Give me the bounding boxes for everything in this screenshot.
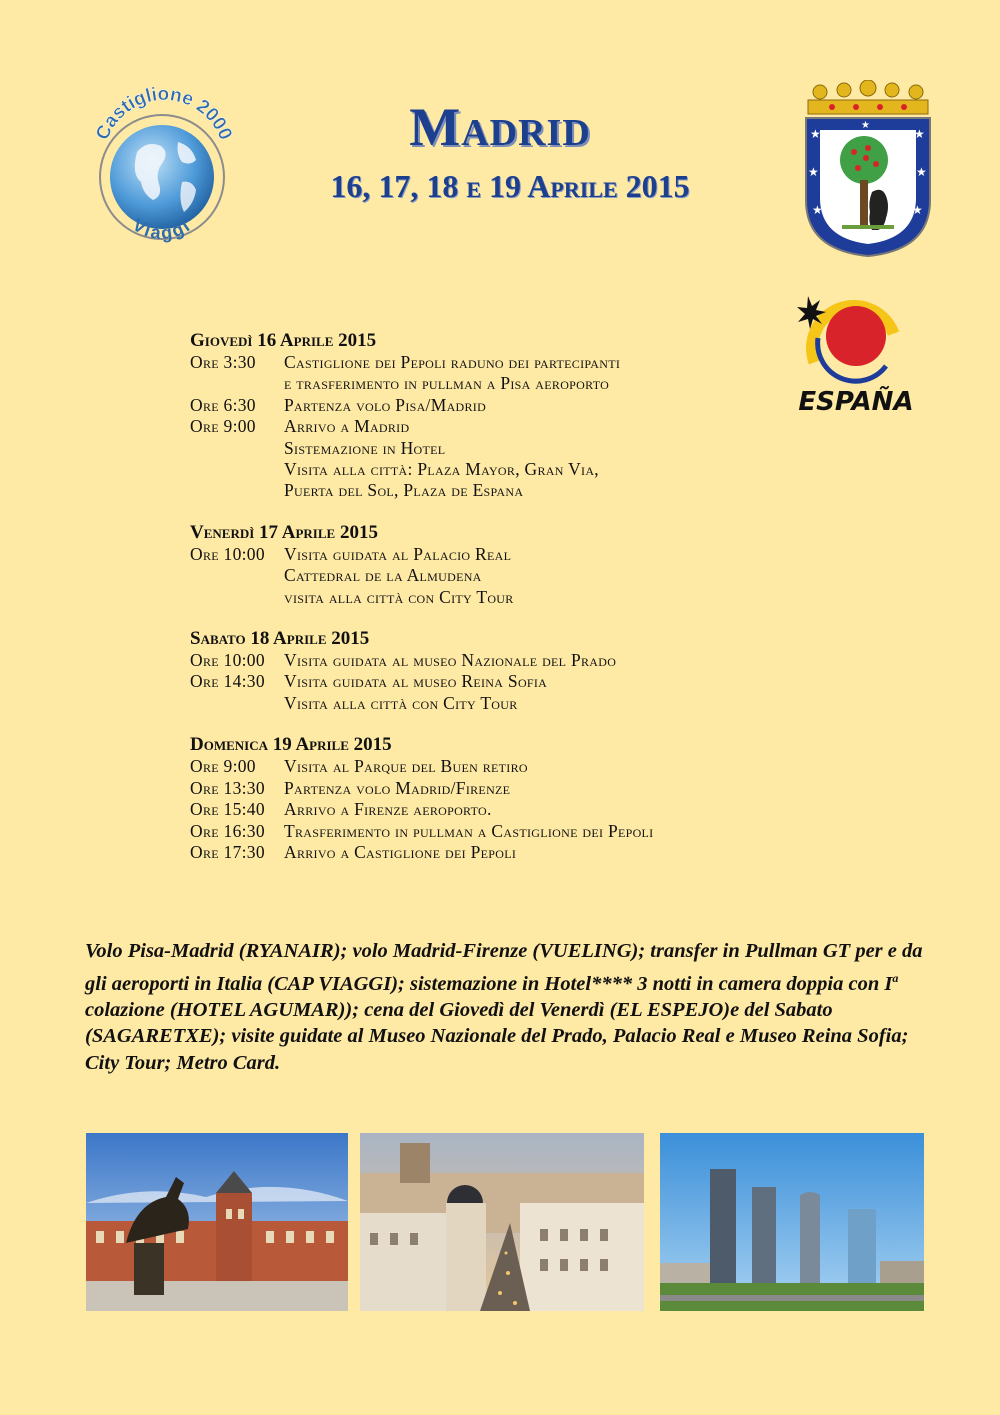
row-time: Ore 10:00: [190, 650, 265, 671]
row-activity: Castiglione dei Pepoli raduno dei partecipanti: [284, 352, 621, 372]
row-activity: Visita guidata al museo Nazionale del Prado: [284, 650, 617, 671]
row-activity: Visita guidata al Palacio Real: [284, 543, 512, 564]
row-activity: Visita al Parque del Buen retiro: [284, 756, 528, 777]
row-time: Ore 9:00: [190, 416, 256, 437]
row-activity: Arrivo a Castiglione dei Pepoli: [284, 841, 517, 862]
row-time: Ore 13:30: [190, 777, 265, 798]
photo-gran-via: [360, 1133, 644, 1311]
photo-cuatro-torres: [660, 1133, 924, 1311]
itinerary-day: [190, 522, 790, 608]
photo-plaza-mayor: [86, 1133, 348, 1311]
espana-logo-text: ESPAÑA: [798, 387, 914, 417]
row-time: Ore 9:00: [190, 756, 256, 777]
itinerary-row: [190, 671, 790, 692]
row-activity: Trasferimento in pullman a Castiglione dei Pepoli: [284, 820, 654, 841]
row-time: [190, 693, 284, 714]
row-time: [190, 438, 284, 459]
itinerary-row: [190, 480, 790, 501]
itinerary-row: [190, 352, 790, 373]
itinerary-row: [190, 821, 790, 842]
page-subtitle: 16, 17, 18 e 19 Aprile 2015: [330, 168, 690, 204]
espana-tourism-logo: [790, 288, 920, 418]
itinerary: [190, 330, 790, 883]
itinerary-row: [190, 587, 790, 608]
itinerary-row: [190, 459, 790, 480]
page-title: Madrid: [409, 97, 591, 157]
itinerary-day: [190, 734, 790, 863]
itinerary-row: [190, 416, 790, 437]
itinerary-row: [190, 438, 790, 459]
row-activity: Partenza volo Madrid/Firenze: [284, 777, 511, 798]
itinerary-row: [190, 373, 790, 394]
itinerary-row: [190, 842, 790, 863]
itinerary-day: [190, 628, 790, 714]
notes-part1: Volo Pisa-Madrid (RYANAIR); volo Madrid-Firenze (VUELING); transfer in Pullman GT per e da gli aeroporti in Italia (CAP VIAGGI); sistemazione in Hotel**** 3 notti in camera doppia con I: [85, 940, 923, 995]
svg-text:★: ★: [912, 203, 923, 217]
row-activity: e trasferimento in pullman a Pisa aeroporto: [284, 373, 610, 394]
svg-text:★: ★: [810, 127, 821, 141]
row-time: [190, 373, 284, 394]
row-activity: Cattedral de la Almudena: [284, 565, 482, 586]
row-time: Ore 17:30: [190, 841, 265, 862]
day-title: Domenica 19 Aprile 2015: [190, 734, 392, 756]
svg-text:★: ★: [914, 127, 925, 141]
itinerary-row: [190, 395, 790, 416]
svg-text:★: ★: [916, 165, 927, 179]
itinerary-day: [190, 330, 790, 502]
row-time: Ore 3:30: [190, 352, 256, 372]
svg-text:★: ★: [861, 120, 870, 131]
itinerary-row: [190, 544, 790, 565]
itinerary-row: [190, 756, 790, 777]
day-title: Venerdì 17 Aprile 2015: [190, 521, 378, 543]
row-time: Ore 16:30: [190, 820, 265, 841]
itinerary-row: [190, 778, 790, 799]
notes-part2: colazione (HOTEL AGUMAR)); cena del Giovedì del Venerdì (EL ESPEJO)e del Sabato (SAGARETXE); visite guidate al Museo Nazionale del Prado, Palacio Real e Museo Reina Sofia; City Tour; Metro Card.: [85, 998, 909, 1074]
itinerary-row: [190, 799, 790, 820]
logo-text-top: Castiglione 2000: [92, 83, 236, 144]
row-time: Ore 15:40: [190, 799, 265, 820]
row-time: [190, 565, 284, 586]
row-time: [190, 459, 284, 480]
logo-text-bottom: Viaggi: [129, 214, 195, 244]
row-activity: visita alla città con City Tour: [284, 586, 514, 607]
row-time: Ore 14:30: [190, 671, 265, 692]
row-time: Ore 10:00: [190, 543, 265, 564]
svg-text:★: ★: [812, 203, 823, 217]
row-activity: Arrivo a Firenze aeroporto.: [284, 799, 492, 820]
itinerary-row: [190, 650, 790, 671]
row-activity: Visita guidata al museo Reina Sofia: [284, 671, 548, 692]
itinerary-row: [190, 565, 790, 586]
row-time: [190, 480, 284, 501]
row-activity: Partenza volo Pisa/Madrid: [284, 394, 487, 415]
row-time: Ore 6:30: [190, 394, 256, 415]
row-activity: Visita alla città: Plaza Mayor, Gran Via,: [284, 459, 599, 480]
travel-notes: [85, 938, 935, 1076]
svg-text:★: ★: [808, 165, 819, 179]
itinerary-row: [190, 693, 790, 714]
day-title: Giovedì 16 Aprile 2015: [190, 330, 377, 351]
row-activity: Arrivo a Madrid: [284, 416, 410, 437]
row-activity: Puerta del Sol, Plaza de Espana: [284, 480, 524, 501]
row-activity: Sistemazione in Hotel: [284, 437, 446, 458]
row-activity: Visita alla città con City Tour: [284, 692, 518, 713]
madrid-coat-of-arms-icon: [802, 80, 934, 258]
notes-superscript: a: [892, 970, 899, 985]
day-title: Sabato 18 Aprile 2015: [190, 628, 370, 650]
row-time: [190, 587, 284, 608]
